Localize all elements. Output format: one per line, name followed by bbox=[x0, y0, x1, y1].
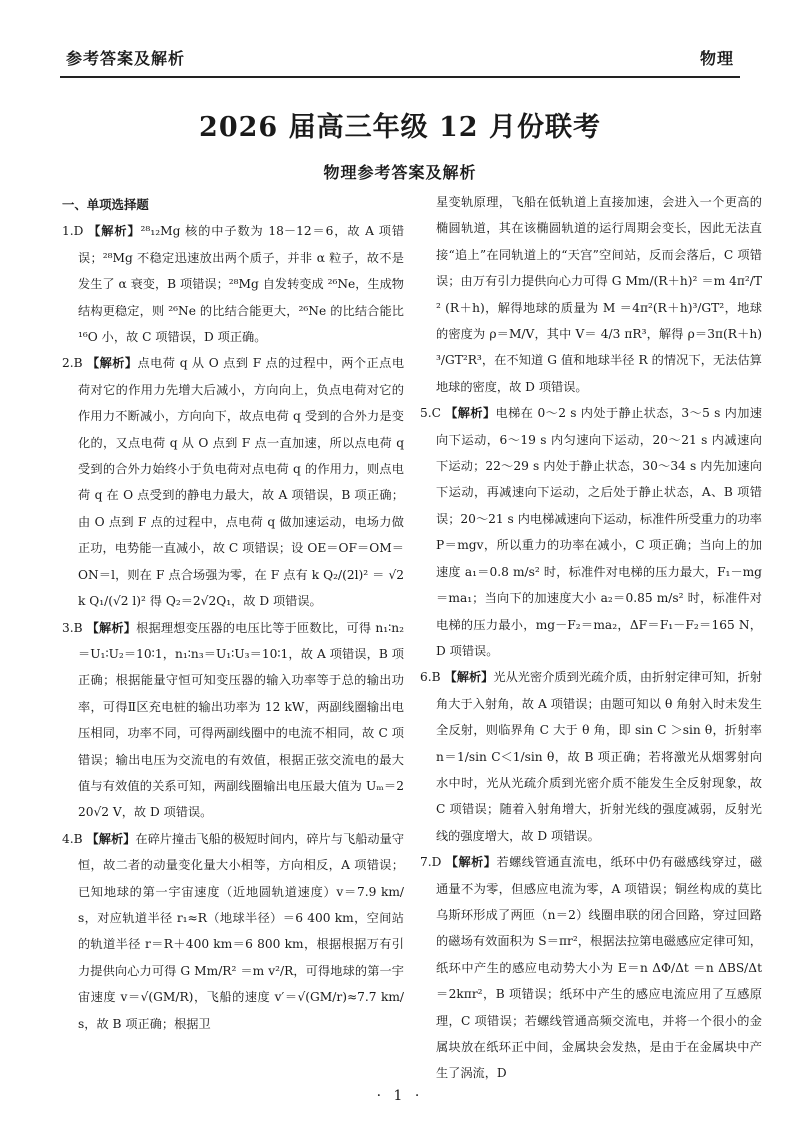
item-number: 7. bbox=[420, 855, 432, 870]
header-divider bbox=[60, 76, 740, 78]
section-title: 一、单项选择题 bbox=[62, 197, 149, 212]
answer-item-4-continued: 星变轨原理，飞船在低轨道上直接加速，会进入一个更高的椭圆轨道，其在该椭圆轨道的运行周期会变长，因此无法直接“追上”在同轨道上的“天宫”空间站，反而会落后，C 项错误；由万有引力提供向心力可得 G Mm/(R＋h)² ＝m 4π²/T² (R＋h)，解得地球的质量为 M ＝4π²(R＋h)³/GT²，地球的密度为 ρ＝M/V，其中 V＝ 4/3 πR³，解得 ρ＝3π(R＋h)³/GT²R³，在不知道 G 值和地球半径 R 的情况下，无法估算地球的密度，故 D 项错误。 bbox=[436, 195, 762, 394]
analysis-tag: 【解析】 bbox=[444, 670, 494, 685]
left-column bbox=[62, 192, 404, 1037]
answer-item-2 bbox=[62, 350, 404, 614]
right-column bbox=[420, 189, 762, 1087]
analysis-tag: 【解析】 bbox=[445, 406, 496, 421]
answer-item-4 bbox=[62, 826, 404, 1037]
item-text: 若螺线管通直流电，纸环中仍有磁感线穿过，磁通量不为零，但感应电流为零，A 项错误；铜丝构成的莫比乌斯环形成了两匝（n＝2）线圈串联的闭合回路，穿过回路的磁场有效面积为 S＝πr²，根据法拉第电磁感应定律可知，纸环中产生的感应电动势大小为 E＝n ΔΦ/Δt ＝n ΔBS/Δt ＝2kπr²，B 项错误；纸环中产生的感应电流应用了互感原理，C 项错误；若螺线管通高频交流电，并将一个很小的金属块放在纸环正中间，金属块会发热，是由于在金属块中产生了涡流，D bbox=[436, 855, 763, 1081]
analysis-tag: 【解析】 bbox=[445, 855, 497, 870]
item-answer: D bbox=[73, 224, 84, 239]
header-left-label: 参考答案及解析 bbox=[66, 49, 186, 68]
item-text: 根据理想变压器的电压比等于匝数比，可得 n₁∶n₂＝U₁∶U₂＝10∶1，n₁∶n₃＝U₁∶U₃＝10∶1，故 A 项错误，B 项正确；根据能量守恒可知变压器的输入功率等于总的输出功率，可得Ⅱ区充电桩的输出功率为 12 kW，两副线圈输出电压相同，功率不同，可得两副线圈中的电流不相同，故 C 项错误；输出电压为交流电的有效值，根据正弦交流电的最大值与有效值的关系可知，两副线圈输出电压最大值为 Uₘ＝220√2 V，故 D 项错误。 bbox=[78, 620, 404, 820]
item-answer: B bbox=[73, 620, 83, 635]
item-answer: B bbox=[73, 356, 83, 371]
item-number: 4. bbox=[62, 831, 74, 846]
item-text: ²⁸₁₂Mg 核的中子数为 18－12＝6，故 A 项错误；²⁸Mg 不稳定迅速放出两个质子，并非 α 粒子，故不是发生了 α 衰变，B 项错误；²⁸Mg 自发转变成 ²⁶Ne，生成物结构更稳定，则 ²⁶Ne 的比结合能更大，²⁶Ne 的比结合能比 ¹⁶O 小，故 C 项错误，D 项正确。 bbox=[78, 224, 405, 345]
page-header bbox=[60, 40, 740, 72]
item-number: 1. bbox=[62, 224, 74, 239]
item-answer: C bbox=[431, 406, 441, 421]
answer-item-7 bbox=[420, 849, 762, 1087]
item-number: 2. bbox=[62, 356, 74, 371]
item-answer: B bbox=[73, 831, 83, 846]
item-number: 5. bbox=[420, 406, 432, 421]
page-number: · 1 · bbox=[376, 1088, 424, 1104]
item-text: 光从光密介质到光疏介质，由折射定律可知，折射角大于入射角，故 A 项错误；由题可知以 θ 角射入时未发生全反射，则临界角 C 大于 θ 角，即 sin C ＞sin θ，折射率 n＝1/sin C＜1/sin θ，故 B 项正确；若将激光从烟雾射向水中时，光从光疏介质到光密介质不能发生全反射现象，故 C 项错误；随着入射角增大，折射光线的强度减弱，反射光线的强度增大，故 D 项错误。 bbox=[436, 670, 763, 843]
item-answer: D bbox=[431, 855, 442, 870]
item-text: 电梯在 0～2 s 内处于静止状态，3～5 s 内加速向下运动，6～19 s 内匀速向下运动，20～21 s 内减速向下运动；22～29 s 内处于静止状态，30～34 s 内先加速向下运动，再减速向下运动，之后处于静止状态，A、B 项错误；20～21 s 内电梯减速向下运动，标准件所受重力的功率 P＝mgv，所以重力的功率在减小，C 项正确；当向上的加速度 a₁＝0.8 m/s² 时，标准件对电梯的压力最大，F₁－mg＝ma₁；当向下的加速度大小 a₂＝0.85 m/s² 时，标准件对电梯的压力最小，mg－F₂＝ma₂，ΔF＝F₁－F₂＝165 N，D 项错误。 bbox=[436, 406, 762, 658]
analysis-tag: 【解析】 bbox=[86, 356, 138, 371]
exam-title: 2026 届高三年级 12 月份联考 bbox=[199, 112, 601, 143]
item-answer: B bbox=[431, 670, 441, 685]
analysis-tag: 【解析】 bbox=[88, 224, 141, 239]
item-number: 6. bbox=[420, 670, 432, 685]
item-text: 点电荷 q 从 O 点到 F 点的过程中，两个正点电荷对它的作用力先增大后减小，方向向上，负点电荷对它的作用力不断减小，方向向下，故点电荷 q 受到的合外力是变化的，又点电荷 q 从 O 点到 F 点一直加速，所以点电荷 q 受到的合外力始终小于负电荷对点电荷 q 的作用力，则点电荷 q 在 O 点受到的静电力最大，故 A 项错误，B 项正确；由 O 点到 F 点的过程中，点电荷 q 做加速运动，电场力做正功，电势能一直减小，故 C 项错误；设 OE＝OF＝OM＝ON＝l，则在 F 点合场强为零，在 F 点有 k Q₂/(2l)² ＝ √2 k Q₁/(√2 l)² 得 Q₂＝2√2Q₁，故 D 项错误。 bbox=[78, 356, 405, 609]
answer-item-1 bbox=[62, 218, 404, 350]
answer-item-6 bbox=[420, 664, 762, 849]
item-text: 在碎片撞击飞船的极短时间内，碎片与飞船动量守恒，故二者的动量变化量大小相等，方向相反，A 项错误；已知地球的第一宇宙速度（近地圆轨道速度）v＝7.9 km/s，对应轨道半径 r₁≈R（地球半径）＝6 400 km，空间站的轨道半径 r＝R＋400 km＝6 800 km，根据根据万有引力提供向心力可得 G Mm/R² ＝m v²/R，可得地球的第一宇宙速度 v＝√(GM/R)，飞船的速度 v′＝√(GM/r)≈7.7 km/s，故 B 项正确；根据卫 bbox=[78, 831, 405, 1031]
analysis-tag: 【解析】 bbox=[86, 620, 137, 635]
answer-item-3 bbox=[62, 615, 404, 826]
analysis-tag: 【解析】 bbox=[86, 831, 136, 846]
item-number: 3. bbox=[62, 620, 74, 635]
answer-item-5 bbox=[420, 400, 762, 664]
answer-key-subtitle: 物理参考答案及解析 bbox=[323, 163, 477, 182]
header-subject: 物理 bbox=[699, 49, 734, 68]
